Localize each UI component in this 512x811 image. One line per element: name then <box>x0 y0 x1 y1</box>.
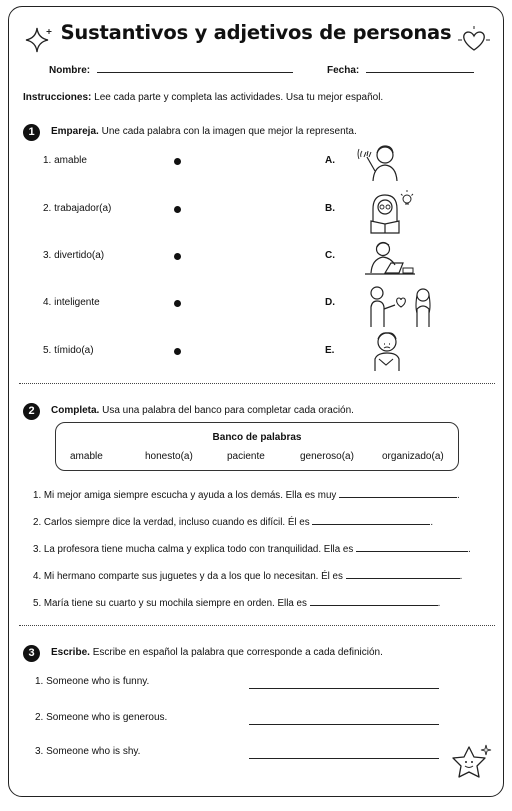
section-2-heading <box>51 405 354 416</box>
sentence-4: 4. Mi hermano comparte sus juguetes y da a los que lo necesitan. Él es <box>33 571 343 582</box>
period: . <box>437 598 441 609</box>
worksheet-page <box>8 6 504 797</box>
date-row <box>327 65 474 76</box>
period: . <box>457 490 460 501</box>
date-label: Fecha: <box>327 65 360 76</box>
sentence-3: 3. La profesora tiene mucha calma y explica todo con tranquilidad. Ella es <box>33 544 354 555</box>
bank-word-1: amable <box>70 451 103 462</box>
bank-word-5: organizado(a) <box>382 451 444 462</box>
instructions-label: Instrucciones: <box>23 92 92 103</box>
person-laptop-icon[interactable] <box>361 239 417 279</box>
match-word-3: 3. divertido(a) <box>43 250 105 261</box>
match-letter-b: B. <box>325 203 335 214</box>
section-2-title: Completa. <box>51 405 100 416</box>
answer-line-3[interactable] <box>356 551 468 552</box>
answer-line-2[interactable] <box>312 524 430 525</box>
smiling-star-icon <box>449 739 493 785</box>
match-letter-a: A. <box>325 155 335 166</box>
section-1-title: Empareja. <box>51 126 99 137</box>
section-1-text: Une cada palabra con la imagen que mejor la representa. <box>101 126 357 137</box>
divider-1 <box>19 383 495 384</box>
definition-answer-line-1[interactable] <box>249 688 439 689</box>
match-dot-2[interactable] <box>174 206 181 213</box>
person-reading-idea-icon[interactable] <box>361 189 415 235</box>
answer-line-4[interactable] <box>346 578 460 579</box>
match-word-2: 2. trabajador(a) <box>43 203 112 214</box>
section-1-heading <box>51 126 357 137</box>
word-bank <box>55 422 459 471</box>
match-letter-c: C. <box>325 250 335 261</box>
shy-child-icon[interactable] <box>367 329 407 373</box>
instructions <box>23 92 383 103</box>
definition-1: 1. Someone who is funny. <box>35 676 150 687</box>
section-2-badge: 2 <box>23 403 40 420</box>
match-dot-4[interactable] <box>174 300 181 307</box>
match-word-1: 1. amable <box>43 155 87 166</box>
sentence-row-5 <box>33 598 440 609</box>
section-2-text: Usa una palabra del banco para completar cada oración. <box>102 405 354 416</box>
name-row <box>49 65 293 76</box>
section-3-badge: 3 <box>23 645 40 662</box>
match-word-5: 5. tímido(a) <box>43 345 94 356</box>
definition-2: 2. Someone who is generous. <box>35 712 168 723</box>
match-dot-5[interactable] <box>174 348 181 355</box>
period: . <box>430 517 434 528</box>
bank-word-4: generoso(a) <box>300 451 354 462</box>
match-dot-3[interactable] <box>174 253 181 260</box>
date-field[interactable] <box>366 72 474 73</box>
divider-2 <box>19 625 495 626</box>
bank-word-3: paciente <box>227 451 265 462</box>
section-3-heading <box>51 647 383 658</box>
name-label: Nombre: <box>49 65 91 76</box>
definition-3: 3. Someone who is shy. <box>35 746 141 757</box>
sentence-row-1 <box>33 490 460 501</box>
match-letter-d: D. <box>325 297 335 308</box>
section-3-text: Escribe en español la palabra que corresponde a cada definición. <box>92 647 383 658</box>
two-people-heart-icon[interactable] <box>365 283 437 329</box>
page-title: Sustantivos y adjetivos de personas <box>60 21 452 44</box>
instructions-text: Lee cada parte y completa las actividades. Usa tu mejor español. <box>94 92 384 103</box>
match-dot-1[interactable] <box>174 158 181 165</box>
sentence-row-2 <box>33 517 433 528</box>
sentence-5: 5. María tiene su cuarto y su mochila siempre en orden. Ella es <box>33 598 307 609</box>
section-1-badge: 1 <box>23 124 40 141</box>
period: . <box>459 571 463 582</box>
sentence-row-4 <box>33 571 462 582</box>
answer-line-5[interactable] <box>310 605 438 606</box>
definition-answer-line-2[interactable] <box>249 724 439 725</box>
word-bank-title: Banco de palabras <box>212 432 302 443</box>
sentence-row-3 <box>33 544 471 555</box>
match-word-4: 4. inteligente <box>43 297 100 308</box>
match-letter-e: E. <box>325 345 335 356</box>
section-3-title: Escribe. <box>51 647 90 658</box>
answer-line-1[interactable] <box>339 497 457 498</box>
waving-person-icon[interactable] <box>357 141 409 183</box>
definition-answer-line-3[interactable] <box>249 758 439 759</box>
sentence-1: 1. Mi mejor amiga siempre escucha y ayuda a los demás. Ella es muy <box>33 490 337 501</box>
sentence-2: 2. Carlos siempre dice la verdad, incluso cuando es difícil. Él es <box>33 517 310 528</box>
period: . <box>467 544 471 555</box>
bank-word-2: honesto(a) <box>145 451 193 462</box>
name-field[interactable] <box>97 72 293 73</box>
